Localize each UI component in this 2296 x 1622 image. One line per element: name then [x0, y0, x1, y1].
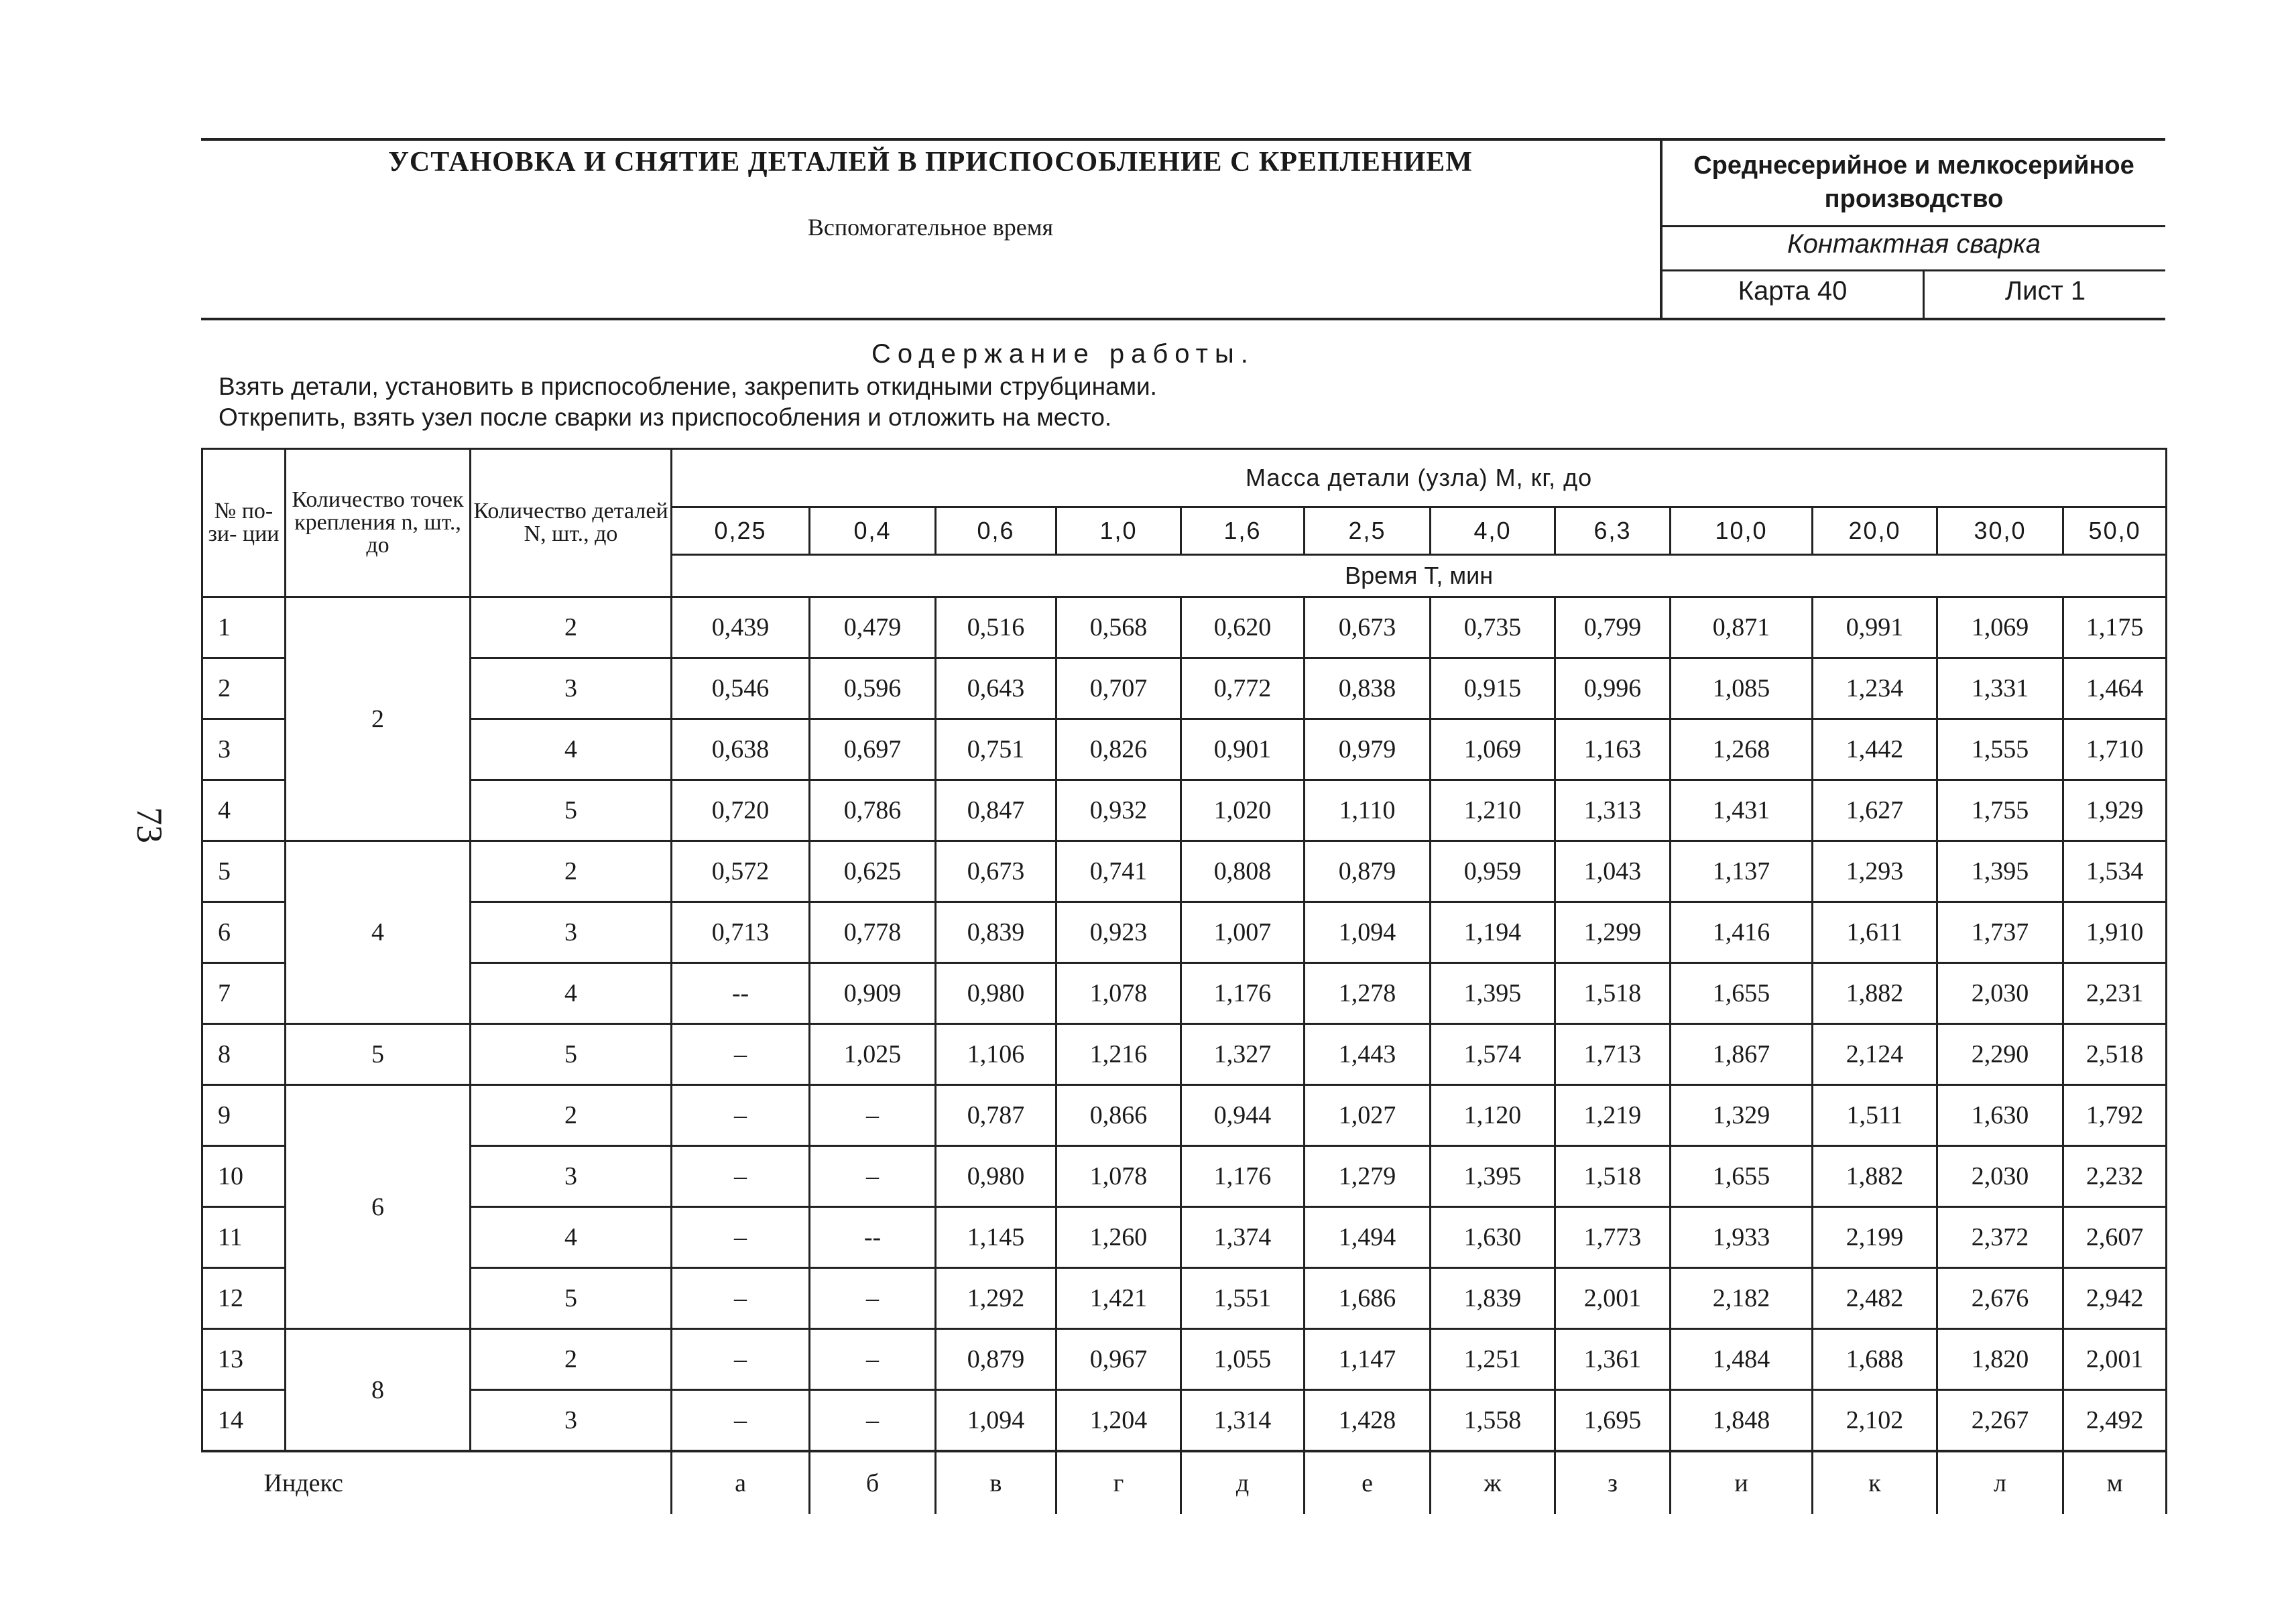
time-value-cell: 1,428 — [1305, 1390, 1431, 1452]
time-value-cell: 1,395 — [1937, 841, 2063, 902]
table-row — [202, 658, 2167, 719]
time-value-cell: 1,929 — [2063, 780, 2167, 841]
time-value-cell: 1,260 — [1056, 1207, 1181, 1268]
time-value-cell: 0,871 — [1671, 597, 1813, 658]
time-value-cell: 1,025 — [810, 1024, 936, 1085]
mass-value-header: 30,0 — [1937, 507, 2063, 555]
time-value-cell: 1,234 — [1813, 658, 1937, 719]
time-value-cell: 1,484 — [1671, 1329, 1813, 1390]
work-content-heading: Содержание работы. — [871, 339, 1255, 369]
time-value-cell: 1,069 — [1937, 597, 2063, 658]
table-row — [202, 1085, 2167, 1146]
time-value-cell: 1,910 — [2063, 902, 2167, 963]
document-subtitle: Вспомогательное время — [807, 214, 1054, 241]
parts-count-cell: 4 — [471, 719, 672, 780]
table-row — [202, 1207, 2167, 1268]
time-value-cell: 1,020 — [1181, 780, 1305, 841]
time-value-cell: 1,085 — [1671, 658, 1813, 719]
position-cell: 10 — [202, 1146, 286, 1207]
time-value-cell: 0,568 — [1056, 597, 1181, 658]
time-value-cell: 1,176 — [1181, 963, 1305, 1024]
time-value-cell: – — [672, 1268, 810, 1329]
table-row — [202, 902, 2167, 963]
time-value-cell: 0,741 — [1056, 841, 1181, 902]
time-value-cell: 1,204 — [1056, 1390, 1181, 1452]
time-value-cell: 1,268 — [1671, 719, 1813, 780]
time-value-cell: – — [672, 1207, 810, 1268]
time-value-cell: 1,611 — [1813, 902, 1937, 963]
table-row — [202, 597, 2167, 658]
time-value-cell: 1,251 — [1431, 1329, 1555, 1390]
points-cell: 2 — [286, 597, 471, 841]
time-value-cell: 0,673 — [1305, 597, 1431, 658]
time-value-cell: 1,395 — [1431, 963, 1555, 1024]
index-blank-cell — [471, 1451, 672, 1514]
index-value-cell: е — [1305, 1451, 1431, 1514]
header-bottom-rule — [201, 318, 2165, 320]
parts-count-cell: 2 — [471, 597, 672, 658]
time-value-cell: 1,555 — [1937, 719, 2063, 780]
time-value-cell: 1,069 — [1431, 719, 1555, 780]
time-value-cell: – — [672, 1146, 810, 1207]
time-value-cell: 1,043 — [1555, 841, 1671, 902]
time-value-cell: 0,980 — [936, 1146, 1056, 1207]
time-value-cell: – — [810, 1268, 936, 1329]
time-value-cell: 0,996 — [1555, 658, 1671, 719]
points-cell: 8 — [286, 1329, 471, 1452]
time-value-cell: 1,094 — [936, 1390, 1056, 1452]
card-number: Карта 40 — [1738, 276, 1848, 306]
time-value-cell: 2,492 — [2063, 1390, 2167, 1452]
time-value-cell: 2,124 — [1813, 1024, 1937, 1085]
time-value-cell: 1,792 — [2063, 1085, 2167, 1146]
time-value-cell: 0,923 — [1056, 902, 1181, 963]
index-label: Индекс — [202, 1451, 471, 1514]
index-value-cell: и — [1671, 1451, 1813, 1514]
time-value-cell: 1,313 — [1555, 780, 1671, 841]
time-value-cell: 1,511 — [1813, 1085, 1937, 1146]
position-cell: 7 — [202, 963, 286, 1024]
table-row — [202, 1329, 2167, 1390]
time-value-cell: 1,688 — [1813, 1329, 1937, 1390]
time-value-cell: 1,210 — [1431, 780, 1555, 841]
time-value-cell: 1,431 — [1671, 780, 1813, 841]
time-value-cell: 1,773 — [1555, 1207, 1671, 1268]
time-value-cell: 1,175 — [2063, 597, 2167, 658]
time-value-cell: 1,464 — [2063, 658, 2167, 719]
time-value-cell: 0,786 — [810, 780, 936, 841]
time-value-cell: 2,199 — [1813, 1207, 1937, 1268]
header-top-rule — [201, 138, 2165, 141]
time-value-cell: 0,625 — [810, 841, 936, 902]
time-value-cell: 1,933 — [1671, 1207, 1813, 1268]
time-value-cell: – — [672, 1024, 810, 1085]
time-value-cell: 2,518 — [2063, 1024, 2167, 1085]
time-value-cell: 0,720 — [672, 780, 810, 841]
time-value-cell: 1,137 — [1671, 841, 1813, 902]
time-value-cell: 1,078 — [1056, 1146, 1181, 1207]
time-value-cell: 0,991 — [1813, 597, 1937, 658]
time-value-cell: 1,292 — [936, 1268, 1056, 1329]
time-value-cell: 1,755 — [1937, 780, 2063, 841]
time-value-cell: 1,558 — [1431, 1390, 1555, 1452]
time-value-cell: 0,980 — [936, 963, 1056, 1024]
time-value-cell: 1,867 — [1671, 1024, 1813, 1085]
time-value-cell: 1,163 — [1555, 719, 1671, 780]
index-value-cell: л — [1937, 1451, 2063, 1514]
time-value-cell: 0,879 — [936, 1329, 1056, 1390]
time-value-cell: – — [672, 1390, 810, 1452]
time-value-cell: 1,655 — [1671, 963, 1813, 1024]
time-value-cell: 1,329 — [1671, 1085, 1813, 1146]
norms-table — [201, 448, 2167, 1514]
time-value-cell: 1,147 — [1305, 1329, 1431, 1390]
time-value-cell: – — [672, 1085, 810, 1146]
time-value-cell: 1,518 — [1555, 963, 1671, 1024]
time-value-cell: 1,314 — [1181, 1390, 1305, 1452]
time-value-cell: 2,267 — [1937, 1390, 2063, 1452]
parts-count-cell: 4 — [471, 1207, 672, 1268]
time-value-cell: 2,030 — [1937, 963, 2063, 1024]
index-value-cell: к — [1813, 1451, 1937, 1514]
time-value-cell: 1,078 — [1056, 963, 1181, 1024]
header-right-rule-2 — [1660, 269, 2165, 271]
time-value-cell: 0,839 — [936, 902, 1056, 963]
time-value-cell: 1,219 — [1555, 1085, 1671, 1146]
index-value-cell: м — [2063, 1451, 2167, 1514]
time-value-cell: 0,673 — [936, 841, 1056, 902]
time-value-cell: 1,027 — [1305, 1085, 1431, 1146]
header-right-rule-1 — [1660, 225, 2165, 227]
time-value-cell: 0,866 — [1056, 1085, 1181, 1146]
time-value-cell: 0,643 — [936, 658, 1056, 719]
time-value-cell: 0,826 — [1056, 719, 1181, 780]
time-value-cell: 0,838 — [1305, 658, 1431, 719]
mass-value-header: 1,6 — [1181, 507, 1305, 555]
time-value-cell: 2,001 — [2063, 1329, 2167, 1390]
time-value-cell: 1,361 — [1555, 1329, 1671, 1390]
document-title: УСТАНОВКА И СНЯТИЕ ДЕТАЛЕЙ В ПРИСПОСОБЛЕНИЕ С КРЕПЛЕНИЕМ — [388, 147, 1473, 178]
time-value-cell: 1,007 — [1181, 902, 1305, 963]
time-value-cell: 1,494 — [1305, 1207, 1431, 1268]
time-value-cell: 0,697 — [810, 719, 936, 780]
time-value-cell: 1,055 — [1181, 1329, 1305, 1390]
table-row — [202, 1024, 2167, 1085]
parts-count-cell: 3 — [471, 1146, 672, 1207]
time-value-cell: 2,001 — [1555, 1268, 1671, 1329]
time-value-cell: 2,030 — [1937, 1146, 2063, 1207]
header-card-divider — [1923, 269, 1925, 319]
time-value-cell: 1,327 — [1181, 1024, 1305, 1085]
time-value-cell: 1,737 — [1937, 902, 2063, 963]
time-value-cell: 0,932 — [1056, 780, 1181, 841]
time-value-cell: 0,638 — [672, 719, 810, 780]
index-value-cell: а — [672, 1451, 810, 1514]
table-row — [202, 1390, 2167, 1452]
col-header-points: Количество точек крепления n, шт., до — [286, 449, 471, 597]
time-value-cell: 0,979 — [1305, 719, 1431, 780]
parts-count-cell: 4 — [471, 963, 672, 1024]
time-value-cell: 1,421 — [1056, 1268, 1181, 1329]
time-value-cell: 1,176 — [1181, 1146, 1305, 1207]
position-cell: 8 — [202, 1024, 286, 1085]
time-value-cell: 0,915 — [1431, 658, 1555, 719]
position-cell: 11 — [202, 1207, 286, 1268]
time-value-cell: 1,443 — [1305, 1024, 1431, 1085]
time-value-cell: 2,290 — [1937, 1024, 2063, 1085]
index-value-cell: з — [1555, 1451, 1671, 1514]
time-value-cell: 0,620 — [1181, 597, 1305, 658]
time-value-cell: 0,967 — [1056, 1329, 1181, 1390]
table-row — [202, 841, 2167, 902]
time-value-cell: 1,630 — [1937, 1085, 2063, 1146]
sheet-number: Лист 1 — [2004, 276, 2086, 306]
time-value-cell: 0,787 — [936, 1085, 1056, 1146]
position-cell: 12 — [202, 1268, 286, 1329]
time-value-cell: 1,710 — [2063, 719, 2167, 780]
position-cell: 4 — [202, 780, 286, 841]
parts-count-cell: 2 — [471, 1329, 672, 1390]
index-value-cell: г — [1056, 1451, 1181, 1514]
time-value-cell: 0,772 — [1181, 658, 1305, 719]
time-value-cell: 0,901 — [1181, 719, 1305, 780]
time-value-cell: 1,120 — [1431, 1085, 1555, 1146]
time-value-cell: 1,518 — [1555, 1146, 1671, 1207]
time-value-cell: 1,713 — [1555, 1024, 1671, 1085]
work-content-line-1: Взять детали, установить в приспособление, закрепить откидными струбцинами. — [219, 373, 1157, 400]
time-value-cell: 0,546 — [672, 658, 810, 719]
time-value-cell: 1,882 — [1813, 963, 1937, 1024]
points-cell: 4 — [286, 841, 471, 1024]
page-number: 73 — [129, 807, 170, 843]
time-value-cell: 2,482 — [1813, 1268, 1937, 1329]
position-cell: 14 — [202, 1390, 286, 1452]
points-cell: 5 — [286, 1024, 471, 1085]
time-value-cell: 0,735 — [1431, 597, 1555, 658]
time-value-cell: 2,231 — [2063, 963, 2167, 1024]
time-value-cell: 0,959 — [1431, 841, 1555, 902]
time-value-cell: 0,707 — [1056, 658, 1181, 719]
time-value-cell: 1,145 — [936, 1207, 1056, 1268]
time-value-cell: 2,676 — [1937, 1268, 2063, 1329]
mass-value-header: 20,0 — [1813, 507, 1937, 555]
work-content-line-2: Открепить, взять узел после сварки из приспособления и отложить на место. — [219, 403, 1112, 431]
production-type: Среднесерийное и мелкосерийное производство — [1693, 151, 2134, 213]
time-value-cell: 1,395 — [1431, 1146, 1555, 1207]
time-value-cell: -- — [810, 1207, 936, 1268]
time-value-cell: – — [810, 1329, 936, 1390]
time-value-cell: – — [810, 1146, 936, 1207]
time-value-cell: 2,232 — [2063, 1146, 2167, 1207]
time-value-cell: 0,479 — [810, 597, 936, 658]
index-value-cell: д — [1181, 1451, 1305, 1514]
parts-count-cell: 3 — [471, 1390, 672, 1452]
time-value-cell: – — [810, 1390, 936, 1452]
parts-count-cell: 5 — [471, 1268, 672, 1329]
col-header-position: № по- зи- ции — [202, 449, 286, 597]
table-row — [202, 963, 2167, 1024]
time-value-cell: 0,909 — [810, 963, 936, 1024]
mass-value-header: 4,0 — [1431, 507, 1555, 555]
time-value-cell: 1,686 — [1305, 1268, 1431, 1329]
col-header-parts: Количество деталей N, шт., до — [471, 449, 672, 597]
time-value-cell: 1,416 — [1671, 902, 1813, 963]
index-value-cell: в — [936, 1451, 1056, 1514]
position-cell: 13 — [202, 1329, 286, 1390]
time-value-cell: 0,713 — [672, 902, 810, 963]
mass-value-header: 10,0 — [1671, 507, 1813, 555]
mass-value-header: 2,5 — [1305, 507, 1431, 555]
time-value-cell: 1,442 — [1813, 719, 1937, 780]
parts-count-cell: 2 — [471, 841, 672, 902]
time-value-cell: 1,216 — [1056, 1024, 1181, 1085]
time-value-cell: 1,279 — [1305, 1146, 1431, 1207]
time-value-cell: 1,110 — [1305, 780, 1431, 841]
time-value-cell: 1,299 — [1555, 902, 1671, 963]
time-value-cell: 0,439 — [672, 597, 810, 658]
position-cell: 9 — [202, 1085, 286, 1146]
time-value-cell: 1,882 — [1813, 1146, 1937, 1207]
process-name: Контактная сварка — [1787, 229, 2041, 259]
time-value-cell: 0,799 — [1555, 597, 1671, 658]
time-value-cell: 1,574 — [1431, 1024, 1555, 1085]
index-row — [202, 1451, 2167, 1514]
time-value-cell: 2,102 — [1813, 1390, 1937, 1452]
time-value-cell: – — [672, 1329, 810, 1390]
index-value-cell: ж — [1431, 1451, 1555, 1514]
position-cell: 5 — [202, 841, 286, 902]
table-body — [202, 597, 2167, 1515]
mass-value-header: 0,4 — [810, 507, 936, 555]
position-cell: 3 — [202, 719, 286, 780]
parts-count-cell: 5 — [471, 780, 672, 841]
mass-value-header: 6,3 — [1555, 507, 1671, 555]
time-header: Время Т, мин — [672, 555, 2167, 597]
time-value-cell: 1,278 — [1305, 963, 1431, 1024]
time-value-cell: 1,695 — [1555, 1390, 1671, 1452]
time-value-cell: 0,751 — [936, 719, 1056, 780]
time-value-cell: 1,820 — [1937, 1329, 2063, 1390]
position-cell: 2 — [202, 658, 286, 719]
time-value-cell: 1,655 — [1671, 1146, 1813, 1207]
time-value-cell: 0,516 — [936, 597, 1056, 658]
points-cell: 6 — [286, 1085, 471, 1329]
parts-count-cell: 5 — [471, 1024, 672, 1085]
time-value-cell: 1,374 — [1181, 1207, 1305, 1268]
time-value-cell: 0,847 — [936, 780, 1056, 841]
time-value-cell: 1,293 — [1813, 841, 1937, 902]
time-value-cell: 2,607 — [2063, 1207, 2167, 1268]
time-value-cell: 1,627 — [1813, 780, 1937, 841]
mass-header: Масса детали (узла) М, кг, до — [672, 449, 2167, 507]
position-cell: 1 — [202, 597, 286, 658]
time-value-cell: 0,879 — [1305, 841, 1431, 902]
index-value-cell: б — [810, 1451, 936, 1514]
time-value-cell: 1,630 — [1431, 1207, 1555, 1268]
time-value-cell: 1,106 — [936, 1024, 1056, 1085]
mass-value-header: 1,0 — [1056, 507, 1181, 555]
time-value-cell: 0,778 — [810, 902, 936, 963]
parts-count-cell: 2 — [471, 1085, 672, 1146]
time-value-cell: -- — [672, 963, 810, 1024]
time-value-cell: 0,808 — [1181, 841, 1305, 902]
table-row — [202, 780, 2167, 841]
table-row — [202, 1268, 2167, 1329]
mass-value-header: 50,0 — [2063, 507, 2167, 555]
time-value-cell: 1,534 — [2063, 841, 2167, 902]
table-row — [202, 1146, 2167, 1207]
time-value-cell: 1,331 — [1937, 658, 2063, 719]
time-value-cell: 1,848 — [1671, 1390, 1813, 1452]
parts-count-cell: 3 — [471, 902, 672, 963]
time-value-cell: 1,194 — [1431, 902, 1555, 963]
parts-count-cell: 3 — [471, 658, 672, 719]
time-value-cell: 2,182 — [1671, 1268, 1813, 1329]
time-value-cell: 2,942 — [2063, 1268, 2167, 1329]
time-value-cell: 0,944 — [1181, 1085, 1305, 1146]
time-value-cell: 0,596 — [810, 658, 936, 719]
time-value-cell: 2,372 — [1937, 1207, 2063, 1268]
mass-value-header: 0,6 — [936, 507, 1056, 555]
mass-value-header: 0,25 — [672, 507, 810, 555]
table-row — [202, 719, 2167, 780]
time-value-cell: 1,551 — [1181, 1268, 1305, 1329]
time-value-cell: – — [810, 1085, 936, 1146]
position-cell: 6 — [202, 902, 286, 963]
time-value-cell: 1,839 — [1431, 1268, 1555, 1329]
time-value-cell: 0,572 — [672, 841, 810, 902]
time-value-cell: 1,094 — [1305, 902, 1431, 963]
